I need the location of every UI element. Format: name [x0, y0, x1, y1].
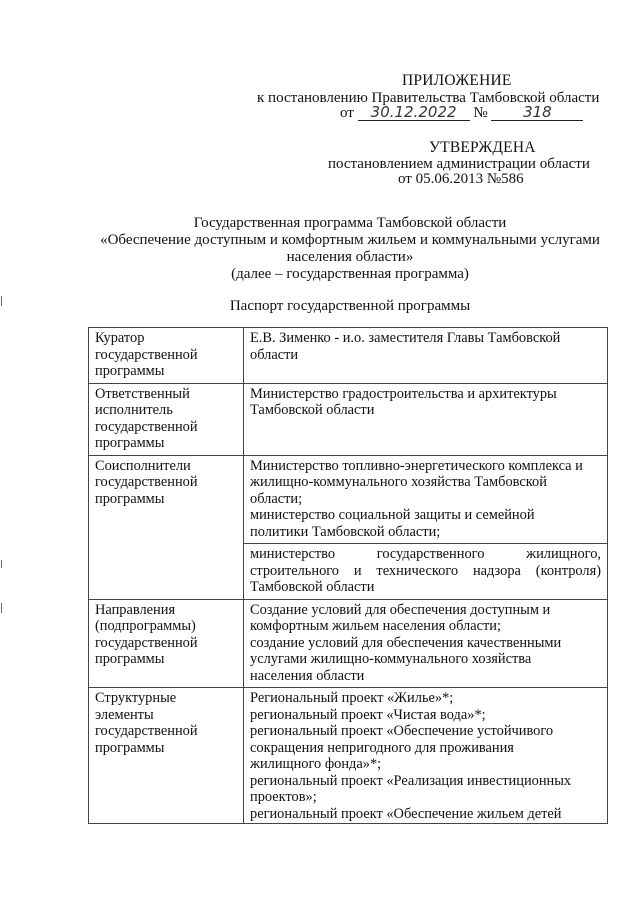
row-value: Министерство градостроительства и архитектуры Тамбовской области [244, 383, 608, 455]
co-executor-3: министерство государственного жилищного, строительного и технического надзора (контроля) Тамбовской области [244, 543, 607, 596]
program-title [60, 215, 640, 283]
scan-edge-mark [1, 560, 2, 568]
co-executor-2: министерство социальной защиты и семейной политики Тамбовской области; [250, 507, 535, 540]
number-field [491, 104, 583, 121]
row-label: Структурные элементы государственной программы [89, 688, 244, 824]
approved-date: от 05.06.2013 №586 [398, 171, 524, 187]
co-executor-1: Министерство топливно-энергетического комплекса и жилищно-коммунального хозяйства Тамбовской области; [250, 457, 583, 507]
appendix-title: ПРИЛОЖЕНИЕ [402, 72, 512, 89]
table-row [89, 383, 608, 455]
from-label: от [340, 105, 354, 121]
approved-by: постановлением администрации области [328, 156, 590, 172]
handwritten-date: 30.12.2022 [370, 103, 457, 121]
row-label: Направления (подпрограммы) государственной программы [89, 599, 244, 688]
date-field [358, 104, 470, 121]
appendix-resolution-ref: к постановлению Правительства Тамбовской области [257, 90, 600, 106]
approved-title: УТВЕРЖДЕНА [429, 139, 536, 156]
program-title-line: «Обеспечение доступным и комфортным жильем и коммунальными услугами [100, 232, 600, 248]
row-value: Региональный проект «Жилье»*; региональный проект «Чистая вода»*; региональный проект «Обеспечение устойчивого сокращения непригодного для проживания жилищного фонда»*; региональный проект «Реализация инвестиционных проектов»; региональный проект «Обеспечение жильем детей [244, 688, 608, 824]
row-label: Куратор государственной программы [89, 328, 244, 384]
row-value [244, 455, 608, 599]
row-value: Создание условий для обеспечения доступным и комфортным жильем населения области; создание условий для обеспечения качественными услугами жилищно-коммунального хозяйства населения области [244, 599, 608, 688]
passport-title: Паспорт государственной программы [229, 298, 471, 314]
table-row [89, 599, 608, 688]
scan-edge-mark [1, 603, 2, 613]
table-row [89, 328, 608, 384]
row-value: Е.В. Зименко - и.о. заместителя Главы Тамбовской области [244, 328, 608, 384]
program-title-line: (далее – государственная программа) [231, 266, 469, 282]
handwritten-number: 318 [523, 103, 552, 121]
row-label: Ответственный исполнитель государственной программы [89, 383, 244, 455]
table-row [89, 688, 608, 824]
program-title-line: населения области» [286, 249, 414, 265]
passport-table [88, 327, 608, 824]
scan-edge-mark [1, 296, 2, 306]
program-title-line: Государственная программа Тамбовской области [193, 215, 507, 231]
table-row [89, 455, 608, 599]
number-label: № [473, 105, 488, 121]
appendix-date-line [340, 104, 583, 121]
row-label: Соисполнители государственной программы [89, 455, 244, 599]
